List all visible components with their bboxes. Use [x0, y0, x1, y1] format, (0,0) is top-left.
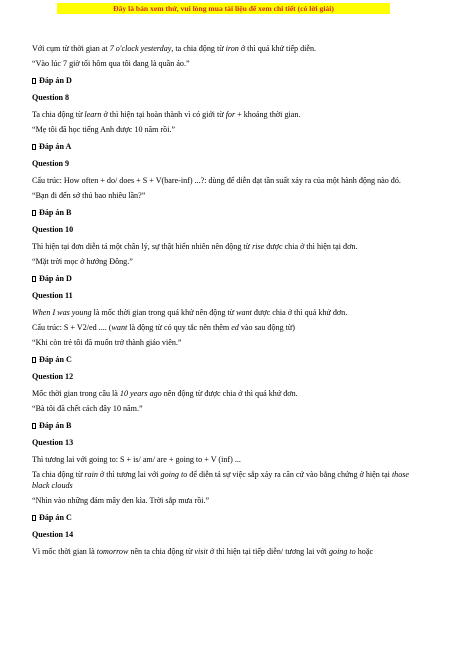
explanation-paragraph: Ta chia động từ learn ở thì hiện tại hoàn thành vì có giới từ for + khoảng thời gian. [32, 110, 301, 119]
answer-line: Đáp án D [32, 273, 424, 284]
translation-text: “Nhìn vào những đám mây đen kìa. Trời sắp mưa rồi.” [32, 496, 210, 505]
question-heading: Question 9 [32, 159, 70, 168]
document-body [32, 43, 424, 557]
checkbox-icon [32, 144, 36, 150]
checkbox-icon [32, 357, 36, 363]
explanation-paragraph: Với cụm từ thời gian at 7 o'clock yesterday, ta chia động từ iron ở thì quá khứ tiếp diễn. [32, 44, 317, 53]
question-heading: Question 11 [32, 291, 73, 300]
question-heading: Question 14 [32, 530, 74, 539]
checkbox-icon [32, 515, 36, 521]
answer-line: Đáp án D [32, 75, 424, 86]
answer-line: Đáp án C [32, 512, 424, 523]
answer-line: Đáp án A [32, 141, 424, 152]
checkbox-icon [32, 276, 36, 282]
explanation-paragraph: Cấu trúc: S + V2/ed .... (want là động từ có quy tắc nên thêm ed vào sau động từ) [32, 323, 295, 332]
explanation-paragraph: Ta chia động từ rain ở thì tương lai với going to để diễn tả sự việc sắp xảy ra căn cứ vào bằng chứng ở hiện tại those black clouds [32, 470, 410, 490]
checkbox-icon [32, 423, 36, 429]
explanation-paragraph: Mốc thời gian trong câu là 10 years ago nên động từ được chia ở thì quá khứ đơn. [32, 389, 298, 398]
explanation-paragraph: When I was young là mốc thời gian trong quá khứ nên động từ want được chia ở thì quá khứ đơn. [32, 308, 348, 317]
question-heading: Question 8 [32, 93, 70, 102]
answer-line: Đáp án B [32, 420, 424, 431]
question-heading: Question 12 [32, 372, 74, 381]
checkbox-icon [32, 210, 36, 216]
question-heading: Question 13 [32, 438, 74, 447]
explanation-paragraph: Cấu trúc: How often + do/ does + S + V(bare-inf) ...?: dùng để diễn đạt tần suất xảy ra của một hành động nào đó. [32, 176, 401, 185]
answer-line: Đáp án C [32, 354, 424, 365]
question-heading: Question 10 [32, 225, 74, 234]
translation-text: “Bà tôi đã chết cách đây 10 năm.” [32, 404, 143, 413]
preview-banner [57, 3, 390, 14]
translation-text: “Vào lúc 7 giờ tối hôm qua tôi đang là quần áo.” [32, 59, 190, 68]
preview-banner-text: Đây là bản xem thử, vui lòng mua tài liệu để xem chi tiết (có lời giải) [113, 4, 334, 13]
checkbox-icon [32, 78, 36, 84]
translation-text: “Bạn đi đến sở thú bao nhiêu lần?” [32, 191, 146, 200]
explanation-paragraph: Thì tương lai với going to: S + is/ am/ are + going to + V (inf) ... [32, 455, 241, 464]
explanation-paragraph: Vì mốc thời gian là tomorrow nên ta chia động từ visit ở thì hiện tại tiếp diễn/ tương lai với going to hoặc [32, 547, 374, 556]
translation-text: “Mẹ tôi đã học tiếng Anh được 10 năm rồi.” [32, 125, 176, 134]
translation-text: “Khi còn trẻ tôi đã muốn trở thành giáo viên.” [32, 338, 182, 347]
answer-line: Đáp án B [32, 207, 424, 218]
explanation-paragraph: Thì hiện tại đơn diễn tả một chân lý, sự thật hiển nhiên nên động từ rise được chia ở thì hiện tại đơn. [32, 242, 358, 251]
translation-text: “Mặt trời mọc ở hướng Đông.” [32, 257, 133, 266]
